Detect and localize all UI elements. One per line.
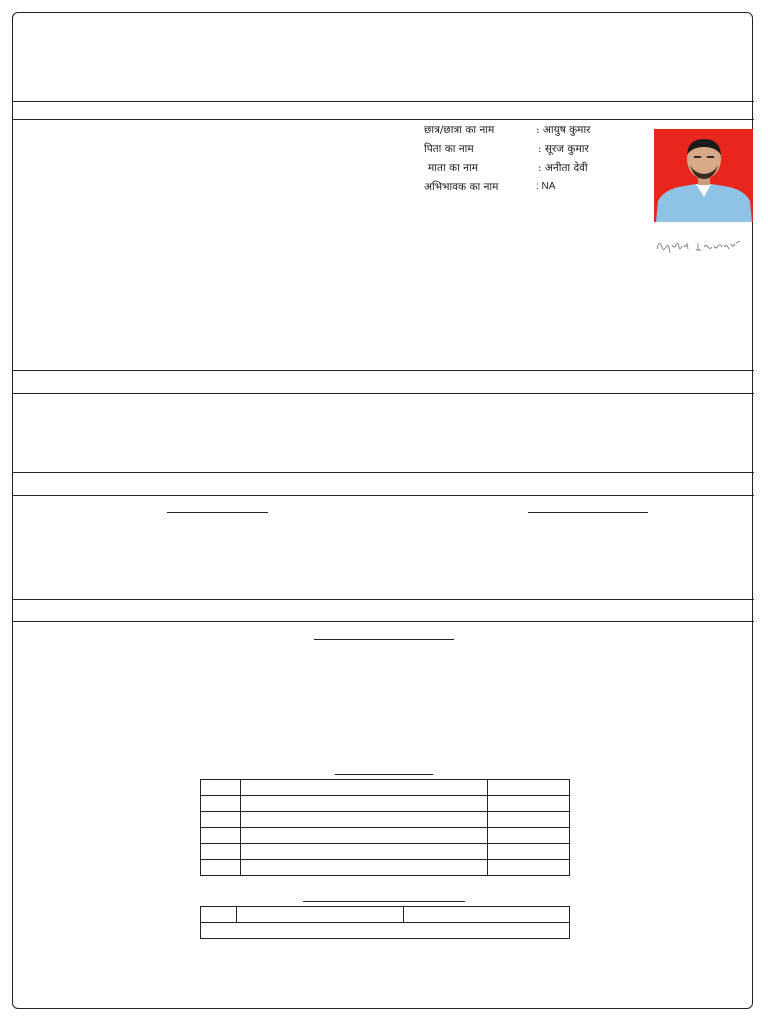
table-cell xyxy=(488,860,570,876)
student-photo xyxy=(654,129,753,222)
student-signature xyxy=(654,235,744,257)
table-cell xyxy=(201,780,241,796)
father-name-label: पिता का नाम xyxy=(424,143,474,155)
table-cell xyxy=(201,796,241,812)
table-header-row xyxy=(201,907,570,923)
instructions-heading-underline xyxy=(314,639,454,640)
table-cell xyxy=(488,828,570,844)
table-row xyxy=(201,860,570,876)
table-cell xyxy=(488,812,570,828)
table-row xyxy=(201,923,570,939)
table-cell xyxy=(237,907,404,923)
table-cell xyxy=(404,907,570,923)
table-cell xyxy=(241,796,488,812)
student-photo-image xyxy=(654,129,753,222)
section-divider-4 xyxy=(13,495,754,496)
second-table-heading-underline xyxy=(303,901,465,902)
table-row xyxy=(201,844,570,860)
table-cell xyxy=(241,828,488,844)
signature-line-right xyxy=(528,512,648,513)
table-cell xyxy=(201,812,241,828)
table-cell xyxy=(241,780,488,796)
table-row xyxy=(201,812,570,828)
father-name-value: : सूरज कुमार xyxy=(538,143,589,155)
signature-first-name xyxy=(657,243,688,253)
section-divider-1 xyxy=(13,370,754,371)
photo-eye-left xyxy=(694,156,701,158)
table-row xyxy=(201,828,570,844)
signature-last-name xyxy=(696,241,740,250)
section-divider-6 xyxy=(13,621,754,622)
table-cell xyxy=(488,844,570,860)
table-cell xyxy=(488,780,570,796)
header-divider-bottom xyxy=(13,119,754,120)
table-header-row xyxy=(201,780,570,796)
table-cell xyxy=(241,860,488,876)
signature-image xyxy=(654,235,744,257)
table-cell xyxy=(241,812,488,828)
table-cell xyxy=(241,844,488,860)
header-divider-top xyxy=(13,101,754,102)
guardian-name-value: : NA xyxy=(536,181,556,192)
section-divider-5 xyxy=(13,599,754,600)
student-name-label: छात्र/छात्रा का नाम xyxy=(424,124,495,136)
mother-name-label: माता का नाम xyxy=(428,162,478,174)
subjects-table-heading-underline xyxy=(335,774,433,775)
section-divider-2 xyxy=(13,393,754,394)
table-cell xyxy=(201,860,241,876)
student-name-value: : आयुष कुमार xyxy=(536,124,591,136)
table-cell xyxy=(201,828,241,844)
table-cell xyxy=(201,844,241,860)
section-divider-3 xyxy=(13,472,754,473)
table-cell xyxy=(201,923,570,939)
table-cell xyxy=(488,796,570,812)
mother-name-value: : अनीता देवी xyxy=(538,162,588,174)
photo-eye-right xyxy=(707,156,714,158)
guardian-name-label: अभिभावक का नाम xyxy=(424,181,499,193)
signature-line-left xyxy=(167,512,268,513)
table-cell xyxy=(201,907,237,923)
subjects-table xyxy=(200,779,570,876)
additional-subjects-table xyxy=(200,906,570,939)
table-row xyxy=(201,796,570,812)
